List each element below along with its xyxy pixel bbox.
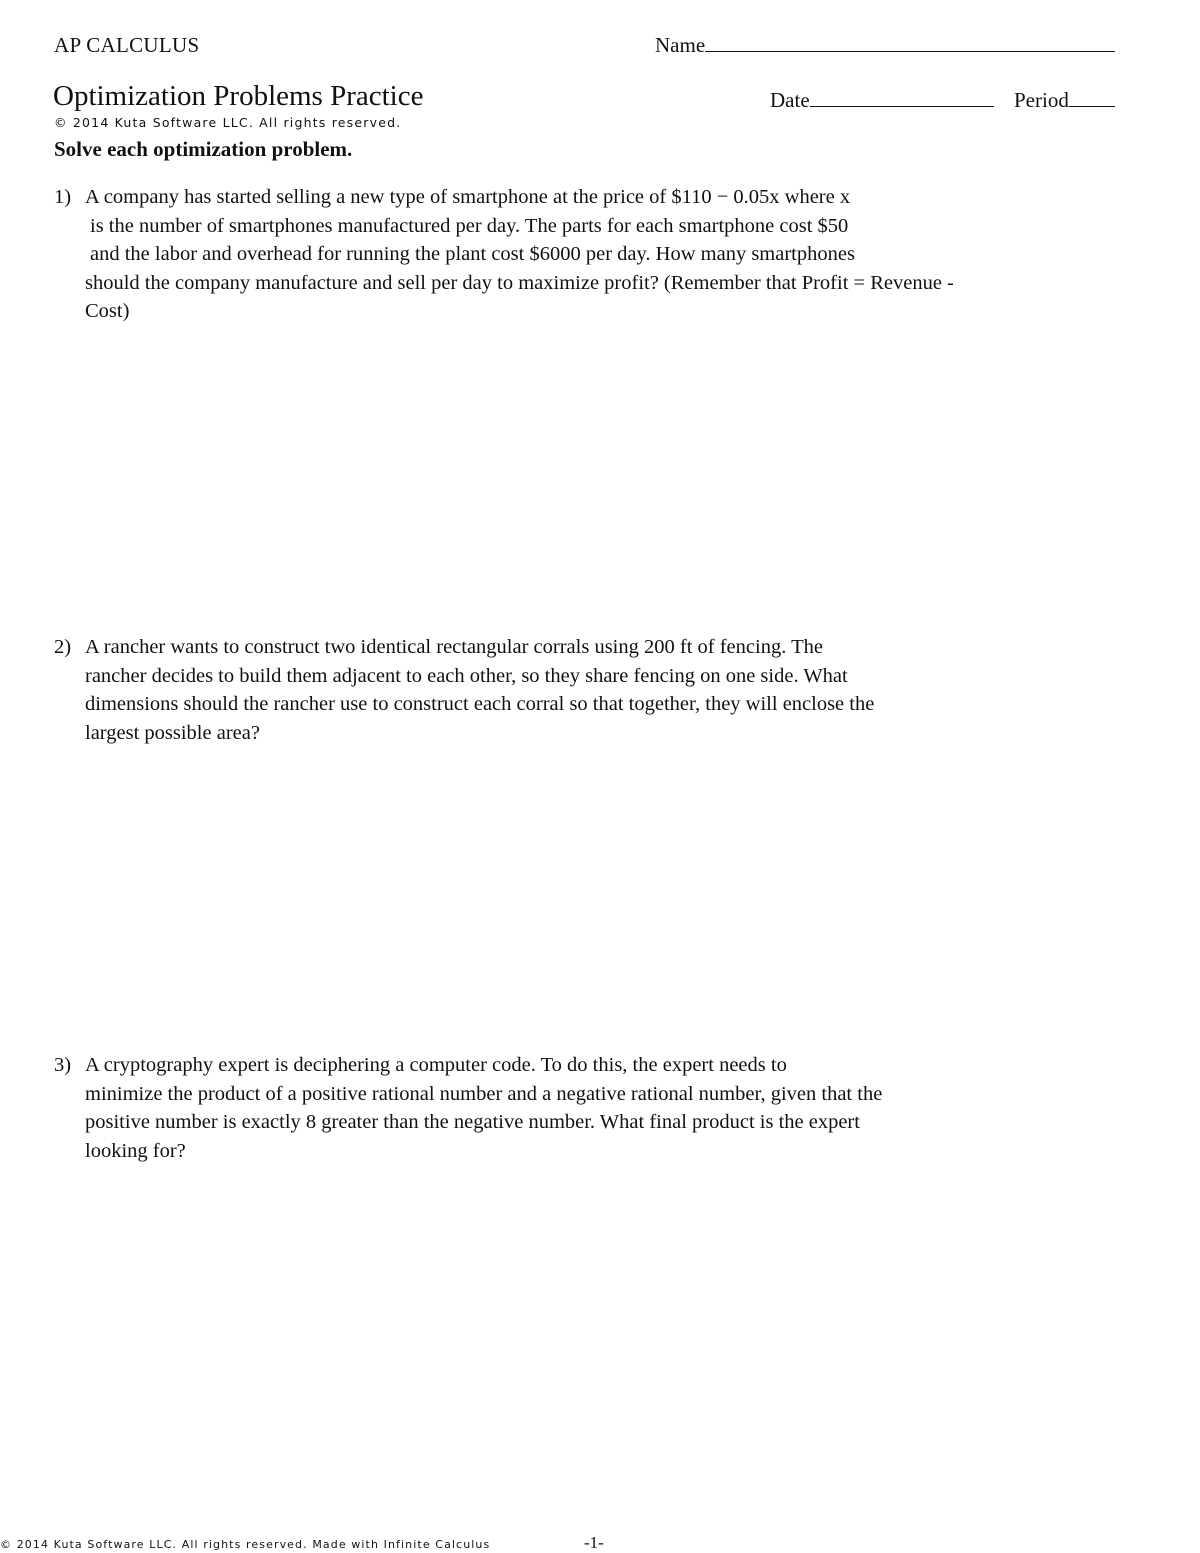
name-field[interactable] bbox=[655, 33, 1115, 58]
problem-line: A cryptography expert is deciphering a computer code. To do this, the expert needs to bbox=[85, 1054, 787, 1076]
course-title: AP CALCULUS bbox=[54, 33, 200, 57]
problem-text bbox=[85, 183, 1114, 326]
problem-line: A rancher wants to construct two identical rectangular corrals using 200 ft of fencing. The bbox=[85, 636, 823, 658]
name-blank bbox=[705, 33, 1115, 52]
period-field[interactable] bbox=[1014, 88, 1115, 113]
problem-line: positive number is exactly 8 greater than the negative number. What final product is the expert bbox=[85, 1111, 860, 1134]
period-label: Period bbox=[1014, 88, 1069, 112]
problem-number: 2) bbox=[54, 636, 72, 658]
date-label: Date bbox=[770, 88, 810, 112]
problem-line: looking for? bbox=[85, 1139, 186, 1162]
problem-line: A company has started selling a new type of smartphone at the price of $110 − 0.05x where x bbox=[85, 186, 851, 208]
worksheet-title: Optimization Problems Practice bbox=[53, 80, 424, 112]
problem-2 bbox=[54, 633, 1114, 747]
problem-line: rancher decides to build them adjacent to each other, so they share fencing on one side. What bbox=[85, 664, 848, 687]
problem-number: 1) bbox=[54, 186, 72, 208]
problem-line: dimensions should the rancher use to construct each corral so that together, they will enclose the bbox=[85, 693, 875, 716]
copyright-notice: © 2014 Kuta Software LLC. All rights reserved. bbox=[54, 115, 402, 130]
instructions: Solve each optimization problem. bbox=[54, 137, 353, 161]
footer-copyright: © 2014 Kuta Software LLC. All rights reserved. Made with Infinite Calculus bbox=[0, 1538, 491, 1551]
problem-text bbox=[85, 633, 1114, 747]
problem-line: should the company manufacture and sell per day to maximize profit? (Remember that Profit = Revenue - bbox=[85, 271, 954, 294]
period-blank bbox=[1069, 88, 1115, 107]
problem-3 bbox=[54, 1051, 1114, 1165]
problem-text bbox=[85, 1051, 1114, 1165]
name-label: Name bbox=[655, 33, 706, 57]
page-number: -1- bbox=[584, 1533, 604, 1552]
problem-number: 3) bbox=[54, 1054, 72, 1076]
date-field[interactable] bbox=[770, 88, 994, 113]
problem-line: Cost) bbox=[85, 300, 130, 323]
problem-line: and the labor and overhead for running the plant cost $6000 per day. How many smartphones bbox=[90, 243, 855, 266]
problem-line: largest possible area? bbox=[85, 721, 260, 744]
problem-line: minimize the product of a positive rational number and a negative rational number, given that the bbox=[85, 1082, 883, 1105]
problem-line: is the number of smartphones manufactured per day. The parts for each smartphone cost $50 bbox=[90, 214, 849, 237]
date-blank bbox=[810, 88, 994, 107]
problem-1 bbox=[54, 183, 1114, 326]
